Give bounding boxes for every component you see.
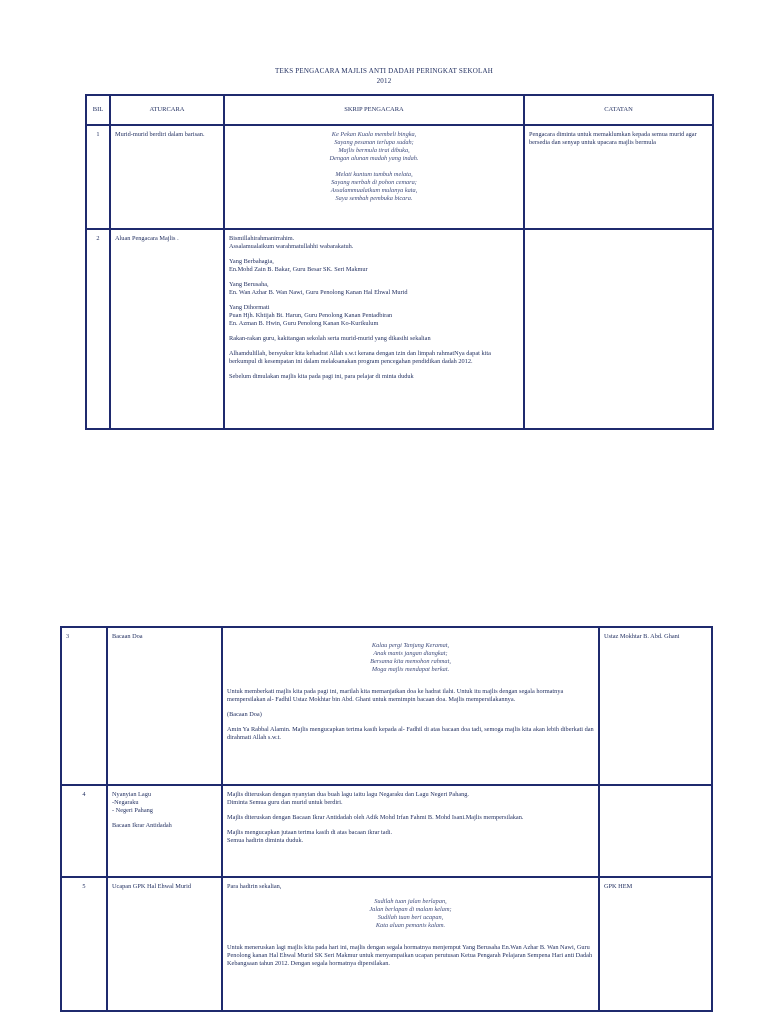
skrip-cell (222, 877, 599, 1011)
script-paragraph (229, 235, 519, 251)
pantun-line: Dengan alunan madah yang indah. (329, 155, 419, 162)
script-paragraph (227, 791, 594, 807)
skrip-cell (224, 229, 524, 429)
aturcara-cell: Murid-murid berdiri dalam barisan. (110, 125, 224, 229)
pantun-line: Moga majlis mendapat berkat. (371, 666, 450, 673)
col-header-catatan: CATATAN (524, 95, 713, 125)
pantun-line: Bersama kita memohon rahmat, (370, 658, 451, 665)
catatan-cell: Ustaz Mokhtar B. Abd. Ghani (599, 627, 712, 785)
table-header-row (86, 95, 713, 125)
row-number: 3 (61, 627, 107, 785)
script-line: Assalamualaikum warahmatullahhi wabarakatuh. (229, 243, 354, 250)
aturcara-line: Nyanyian Lagu (112, 791, 151, 798)
document-year: 2012 (376, 77, 392, 85)
script-paragraph (227, 829, 594, 845)
script-line: Yang Berusaha, (229, 281, 269, 288)
script-line: Yang Berbahagia, (229, 258, 274, 265)
row-number: 2 (86, 229, 110, 429)
pantun (227, 642, 594, 674)
aturcara-cell: Aluan Pengacara Majlis . (110, 229, 224, 429)
table-row (86, 125, 713, 229)
pantun-line: Saya sembah pembuka bicara. (335, 195, 413, 202)
pantun-line: Ke Pekan Kuala membeli bingka, (331, 131, 417, 138)
pantun-line: Sudilah tuan beri ucapan, (377, 914, 444, 921)
script-paragraph: Untuk meneruskan lagi majlis kita pada hari ini, majlis dengan segala hormatnya menjemput Yang Berusaha En.Wan Azhar B. Wan Nawi, Guru Penolong kanan Hal Ehwal Murid SK Seri Makmur untuk menyampaikan ucapan perutusan Ketua Pengarah Pelajaran Sempena Hari anti Dadah Kebangsaan tahun 2012. Dengan segala hormatnya dipersilakan. (227, 944, 593, 967)
aturcara-cell: Ucapan GPK Hal Ehwal Murid (107, 877, 222, 1011)
script-line: Puan Hjh. Khtijah Bt. Harun, Guru Penolong Kanan Pentadbiran (229, 312, 393, 319)
table-row (61, 785, 712, 877)
script-paragraph: Para hadirin sekalian, (227, 883, 282, 890)
col-header-bil: BIL (86, 95, 110, 125)
pantun-line: Majlis bermula tirai dibuka, (338, 147, 410, 154)
script-line: Majlis diteruskan dengan nyanyian dua buah lagu iaitu lagu Negaraku dan Lagu Negeri Pahang. (227, 791, 470, 798)
pantun (229, 131, 519, 203)
script-line: Bismillahirahmanirrahim. (229, 235, 295, 242)
aturcara-cell: Bacaan Doa (107, 627, 222, 785)
pantun-line: Jalan berlapan di malam kelam; (369, 906, 452, 913)
script-paragraph (229, 258, 519, 274)
table-row (61, 877, 712, 1011)
aturcara-list (112, 791, 217, 815)
catatan-cell: GPK HEM (599, 877, 712, 1011)
skrip-cell (222, 627, 599, 785)
skrip-cell (222, 785, 599, 877)
script-line: Majlis mengucapkan jutaan terima kasih di atas bacaan ikrar tadi. (227, 829, 393, 836)
script-paragraph (229, 281, 519, 297)
script-table-page1 (85, 94, 714, 430)
pantun-line: Anak manis jangan diangkat; (373, 650, 448, 657)
document-title: TEKS PENGACARA MAJLIS ANTI DADAH PERINGKAT SEKOLAH (275, 67, 493, 75)
script-line: En. Azman B. Hwin, Guru Penolong Kanan Ko-Kurikulum (229, 320, 379, 327)
row-number: 4 (61, 785, 107, 877)
script-line: En.Mohd Zain B. Bakar, Guru Besar SK. Seri Makmur (229, 266, 368, 273)
pantun-line: Kata aluan pemanis kalam. (375, 922, 446, 929)
script-table-page2 (60, 626, 713, 1012)
script-line: En. Wan Azhar B. Wan Nawi, Guru Penolong Kanan Hal Ehwal Murid (229, 289, 408, 296)
catatan-cell (524, 229, 713, 429)
table-row (86, 229, 713, 429)
aturcara-line: -Negaraku (112, 799, 139, 806)
table-row (61, 627, 712, 785)
skrip-cell (224, 125, 524, 229)
script-paragraph: Rakan-rakan guru, kakitangan sekolah serta murid-murid yang dikasihi sekalian (229, 335, 431, 342)
col-header-skrip: SKRIP PENGACARA (224, 95, 524, 125)
script-line: Yang Dihormati (229, 304, 270, 311)
script-paragraph: Alhamdulillah, bersyukur kita kehadrat Allah s.w.t kerana dengan izin dan limpah rahmatNya dapat kita berkumpul di kesempatan ini dalam melaksanakan program pencegahan pendidikan dadah 2012. (229, 350, 491, 365)
script-line: Diminta Semua guru dan murid untuk berdiri. (227, 799, 343, 806)
pantun-line: Kalau pergi Tanjung Keramat, (371, 642, 450, 649)
aturcara-cell (107, 785, 222, 877)
catatan-cell (599, 785, 712, 877)
pantun (227, 898, 594, 930)
script-line: Semua hadirin diminta duduk. (227, 837, 304, 844)
pantun-line: Melati kuntum tumbuh melata, (335, 171, 413, 178)
row-number: 1 (86, 125, 110, 229)
pantun-line: Sudilah tuan jalan berlapan, (374, 898, 447, 905)
script-paragraph (229, 304, 519, 328)
col-header-aturcara: ATURCARA (110, 95, 224, 125)
pantun-line: Assalammualaikum mulanya kata, (330, 187, 418, 194)
catatan-cell: Pengacara diminta untuk memaklumkan kepada semua murid agar bersedia dan senyap untuk upacara majlis bermula (524, 125, 713, 229)
aturcara-line: Bacaan Ikrar Antidadah (112, 822, 172, 829)
script-paragraph: (Bacaan Doa) (227, 711, 262, 718)
script-paragraph: Amin Ya Rabbal Alamin. Majlis mengucapkan terima kasih kepada al- Fadhil di atas bacaan doa tadi, semoga majlis kita akan lebih diberkati dan dirahmati Allah s.w.t. (227, 726, 594, 741)
script-paragraph: Untuk memberkati majlis kita pada pagi ini, marilah kita memanjatkan doa ke hadrat ilahi. Untuk itu majlis dengan segala hormatnya mempersilakan al- Fadhil Ustaz Mokhtar bin Abd. Ghani untuk memimpin bacaan doa. Majlis mempersilakannya. (227, 688, 564, 703)
pantun-line: Sayang pesanan terlupa sudah; (334, 139, 414, 146)
aturcara-line: - Negeri Pahang (112, 807, 153, 814)
row-number: 5 (61, 877, 107, 1011)
script-paragraph: Sebelum dimulakan majlis kita pada pagi ini, para pelajar di minta duduk (229, 373, 414, 380)
page-title (0, 66, 768, 86)
script-paragraph: Majlis diteruskan dengan Bacaan Ikrar Antidadah oleh Adik Mohd Irfan Fahmi B. Mohd Isani.Majlis mempersilakan. (227, 814, 524, 821)
pantun-line: Sayang merbah di pohon cemara; (331, 179, 417, 186)
